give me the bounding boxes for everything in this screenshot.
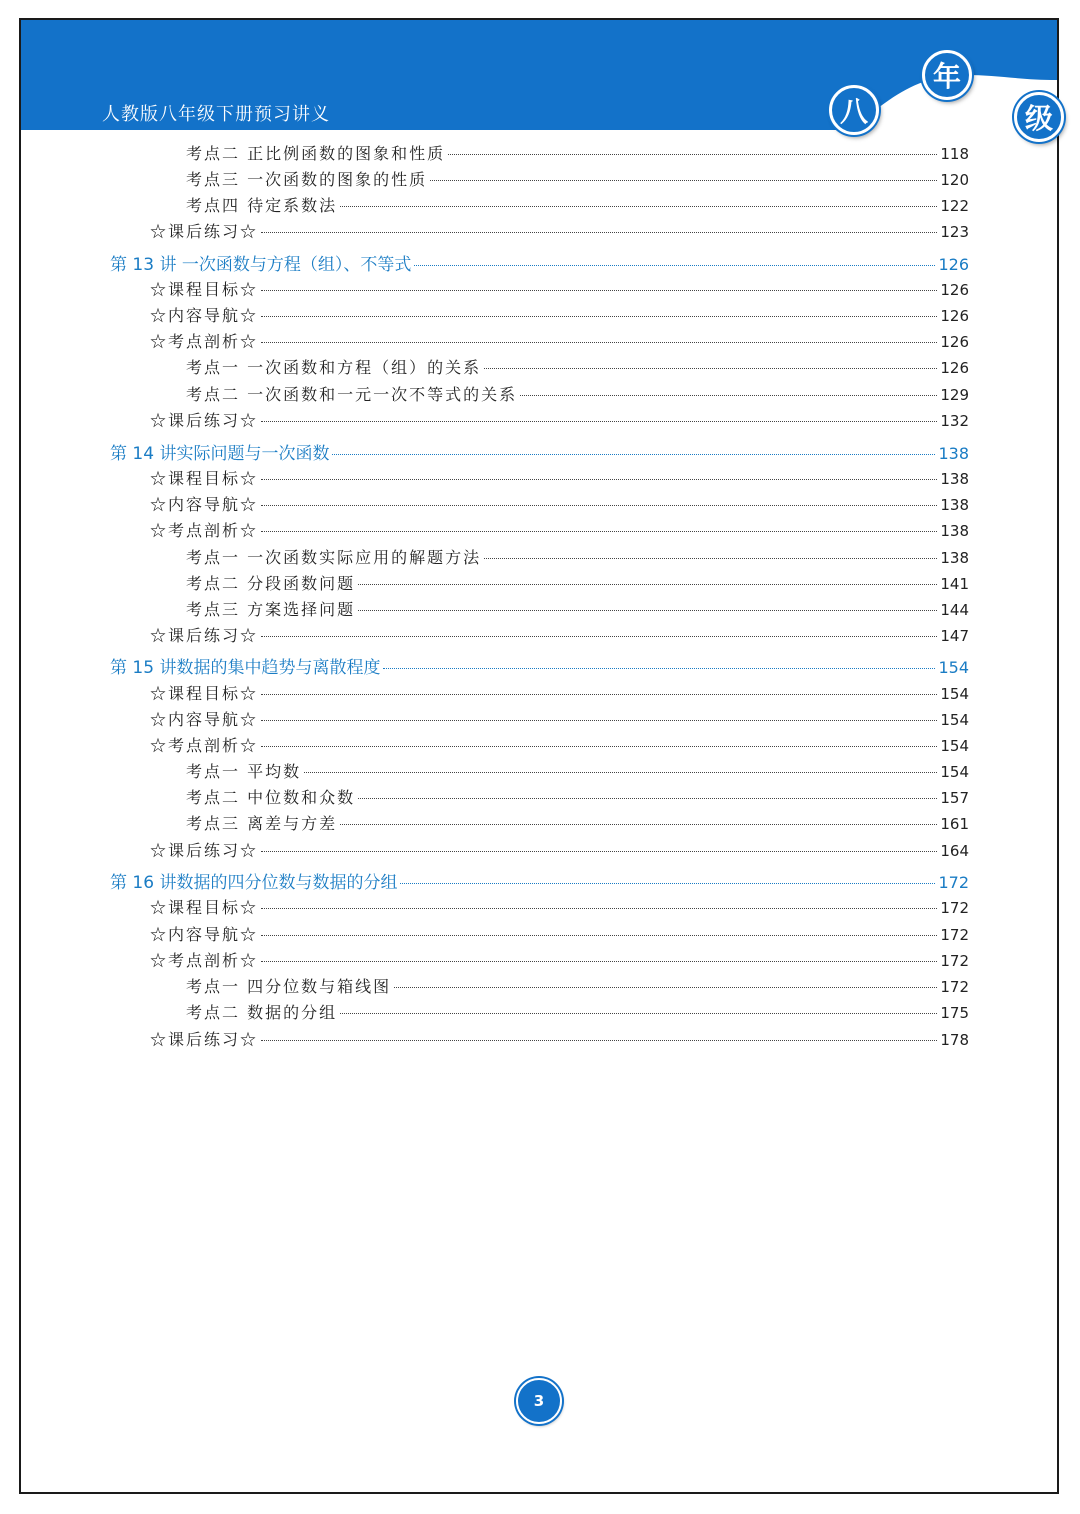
header-title: 人教版八年级下册预习讲义 — [102, 104, 330, 125]
toc-entry-title: ☆考点剖析☆ — [150, 332, 259, 351]
toc-entry-title: 考点一 一次函数和方程（组）的关系 — [186, 358, 482, 377]
toc-entry-page: 138 — [940, 470, 969, 488]
toc-dot-leader — [261, 720, 937, 721]
toc-entry-page: 144 — [940, 601, 969, 619]
toc-entry-page: 138 — [940, 549, 969, 567]
toc-entry-page: 172 — [940, 978, 969, 996]
toc-entry-page: 126 — [938, 255, 969, 274]
toc-entry-page: 172 — [940, 952, 969, 970]
toc-entry-title: ☆课程目标☆ — [150, 280, 259, 299]
toc-section-entry[interactable] — [150, 922, 969, 946]
toc-subsection-entry[interactable] — [186, 571, 969, 595]
toc-dot-leader — [261, 342, 937, 343]
toc-entry-title: 第 15 讲数据的集中趋势与离散程度 — [110, 658, 381, 678]
toc-entry-title: ☆课程目标☆ — [150, 898, 259, 917]
toc-entry-page: 138 — [938, 444, 969, 463]
toc-dot-leader — [484, 558, 937, 559]
toc-entry-title: 第 13 讲 一次函数与方程（组）、不等式 — [110, 255, 412, 275]
toc-dot-leader — [261, 851, 937, 852]
toc-subsection-entry[interactable] — [186, 1000, 969, 1024]
toc-entry-title: ☆内容导航☆ — [150, 306, 259, 325]
toc-entry-page: 129 — [940, 386, 969, 404]
toc-entry-title: ☆考点剖析☆ — [150, 951, 259, 970]
toc-dot-leader — [358, 584, 937, 585]
toc-subsection-entry[interactable] — [186, 759, 969, 783]
toc-entry-title: 考点一 平均数 — [186, 762, 302, 781]
toc-entry-page: 164 — [940, 842, 969, 860]
toc-section-entry[interactable] — [150, 492, 969, 516]
toc-entry-page: 172 — [940, 899, 969, 917]
toc-section-entry[interactable] — [150, 733, 969, 757]
toc-entry-title: ☆内容导航☆ — [150, 495, 259, 514]
toc-entry-title: ☆内容导航☆ — [150, 925, 259, 944]
toc-entry-title: ☆内容导航☆ — [150, 710, 259, 729]
toc-section-entry[interactable] — [150, 518, 969, 542]
toc-section-entry[interactable] — [150, 1027, 969, 1051]
toc-entry-page: 132 — [940, 412, 969, 430]
toc-entry-page: 123 — [940, 223, 969, 241]
toc-dot-leader — [261, 479, 937, 480]
toc-entry-title: 第 16 讲数据的四分位数与数据的分组 — [110, 873, 398, 893]
toc-entry-page: 172 — [940, 926, 969, 944]
toc-entry-title: ☆课后练习☆ — [150, 222, 259, 241]
toc-section-entry[interactable] — [150, 895, 969, 919]
toc-subsection-entry[interactable] — [186, 355, 969, 379]
toc-entry-page: 154 — [940, 685, 969, 703]
toc-entry-page: 172 — [938, 873, 969, 892]
toc-entry-page: 141 — [940, 575, 969, 593]
toc-entry-title: 考点二 分段函数问题 — [186, 574, 356, 593]
toc-section-entry[interactable] — [150, 948, 969, 972]
toc-entry-page: 118 — [940, 145, 969, 163]
toc-entry-title: 考点三 方案选择问题 — [186, 600, 356, 619]
toc-section-entry[interactable] — [150, 681, 969, 705]
toc-section-entry[interactable] — [150, 408, 969, 432]
toc-dot-leader — [332, 454, 935, 455]
toc-entry-page: 175 — [940, 1004, 969, 1022]
toc-entry-page: 154 — [938, 658, 969, 677]
toc-entry-page: 154 — [940, 763, 969, 781]
toc-entry-title: ☆课后练习☆ — [150, 411, 259, 430]
toc-chapter-entry[interactable] — [110, 439, 969, 463]
toc-section-entry[interactable] — [150, 838, 969, 862]
toc-entry-page: 126 — [940, 359, 969, 377]
toc-entry-page: 126 — [940, 307, 969, 325]
toc-subsection-entry[interactable] — [186, 382, 969, 406]
toc-entry-title: 考点一 一次函数实际应用的解题方法 — [186, 548, 482, 567]
toc-subsection-entry[interactable] — [186, 974, 969, 998]
toc-entry-page: 154 — [940, 737, 969, 755]
toc-section-entry[interactable] — [150, 623, 969, 647]
grade-badge-nian: 年 — [922, 50, 972, 100]
toc-subsection-entry[interactable] — [186, 597, 969, 621]
toc-entry-title: ☆课后练习☆ — [150, 841, 259, 860]
toc-dot-leader — [261, 531, 937, 532]
toc-subsection-entry[interactable] — [186, 141, 969, 165]
toc-entry-page: 161 — [940, 815, 969, 833]
toc-dot-leader — [430, 180, 937, 181]
toc-entry-title: 第 14 讲实际问题与一次函数 — [110, 444, 330, 464]
toc-dot-leader — [261, 316, 937, 317]
toc-section-entry[interactable] — [150, 466, 969, 490]
toc-dot-leader — [261, 232, 937, 233]
grade-badge-ji: 级 — [1014, 92, 1064, 142]
toc-entry-page: 154 — [940, 711, 969, 729]
toc-dot-leader — [261, 908, 937, 909]
toc-subsection-entry[interactable] — [186, 545, 969, 569]
toc-dot-leader — [340, 824, 937, 825]
toc-entry-title: ☆课后练习☆ — [150, 626, 259, 645]
toc-section-entry[interactable] — [150, 329, 969, 353]
toc-entry-title: 考点二 中位数和众数 — [186, 788, 356, 807]
toc-dot-leader — [261, 505, 937, 506]
toc-dot-leader — [340, 206, 937, 207]
toc-entry-page: 122 — [940, 197, 969, 215]
toc-subsection-entry[interactable] — [186, 785, 969, 809]
toc-dot-leader — [383, 668, 935, 669]
toc-dot-leader — [304, 772, 937, 773]
grade-badge-ba: 八 — [829, 85, 879, 135]
toc-section-entry[interactable] — [150, 219, 969, 243]
toc-dot-leader — [520, 395, 937, 396]
toc-entry-title: ☆考点剖析☆ — [150, 736, 259, 755]
toc-entry-page: 147 — [940, 627, 969, 645]
toc-entry-page: 138 — [940, 522, 969, 540]
toc-dot-leader — [400, 883, 935, 884]
toc-dot-leader — [340, 1013, 937, 1014]
toc-entry-page: 178 — [940, 1031, 969, 1049]
toc-entry-title: ☆考点剖析☆ — [150, 521, 259, 540]
toc-dot-leader — [414, 265, 935, 266]
toc-dot-leader — [261, 290, 937, 291]
toc-subsection-entry[interactable] — [186, 811, 969, 835]
toc-dot-leader — [448, 154, 937, 155]
toc-entry-title: 考点二 数据的分组 — [186, 1003, 338, 1022]
toc-chapter-entry[interactable] — [110, 868, 969, 892]
toc-section-entry[interactable] — [150, 303, 969, 327]
toc-dot-leader — [261, 1040, 937, 1041]
toc-entry-title: 考点二 一次函数和一元一次不等式的关系 — [186, 385, 518, 404]
toc-entry-title: 考点四 待定系数法 — [186, 196, 338, 215]
toc-entry-title: ☆课后练习☆ — [150, 1030, 259, 1049]
toc-dot-leader — [358, 798, 937, 799]
toc-chapter-entry[interactable] — [110, 250, 969, 274]
toc-entry-title: 考点一 四分位数与箱线图 — [186, 977, 392, 996]
toc-section-entry[interactable] — [150, 707, 969, 731]
toc-dot-leader — [394, 987, 937, 988]
toc-dot-leader — [261, 421, 937, 422]
toc-dot-leader — [261, 694, 937, 695]
toc-subsection-entry[interactable] — [186, 167, 969, 191]
toc-dot-leader — [484, 368, 937, 369]
page-number-badge: 3 — [516, 1378, 562, 1424]
toc-entry-title: ☆课程目标☆ — [150, 469, 259, 488]
toc-entry-title: 考点二 正比例函数的图象和性质 — [186, 144, 446, 163]
toc-dot-leader — [358, 610, 937, 611]
toc-entry-page: 138 — [940, 496, 969, 514]
toc-entry-page: 126 — [940, 281, 969, 299]
toc-subsection-entry[interactable] — [186, 193, 969, 217]
toc-dot-leader — [261, 935, 937, 936]
toc-section-entry[interactable] — [150, 277, 969, 301]
toc-entry-page: 157 — [940, 789, 969, 807]
toc-dot-leader — [261, 636, 937, 637]
toc-dot-leader — [261, 746, 937, 747]
toc-dot-leader — [261, 961, 937, 962]
toc-entry-page: 126 — [940, 333, 969, 351]
toc-entry-title: 考点三 离差与方差 — [186, 814, 338, 833]
toc-entry-title: ☆课程目标☆ — [150, 684, 259, 703]
toc-entry-title: 考点三 一次函数的图象的性质 — [186, 170, 428, 189]
toc-chapter-entry[interactable] — [110, 653, 969, 677]
toc-entry-page: 120 — [940, 171, 969, 189]
